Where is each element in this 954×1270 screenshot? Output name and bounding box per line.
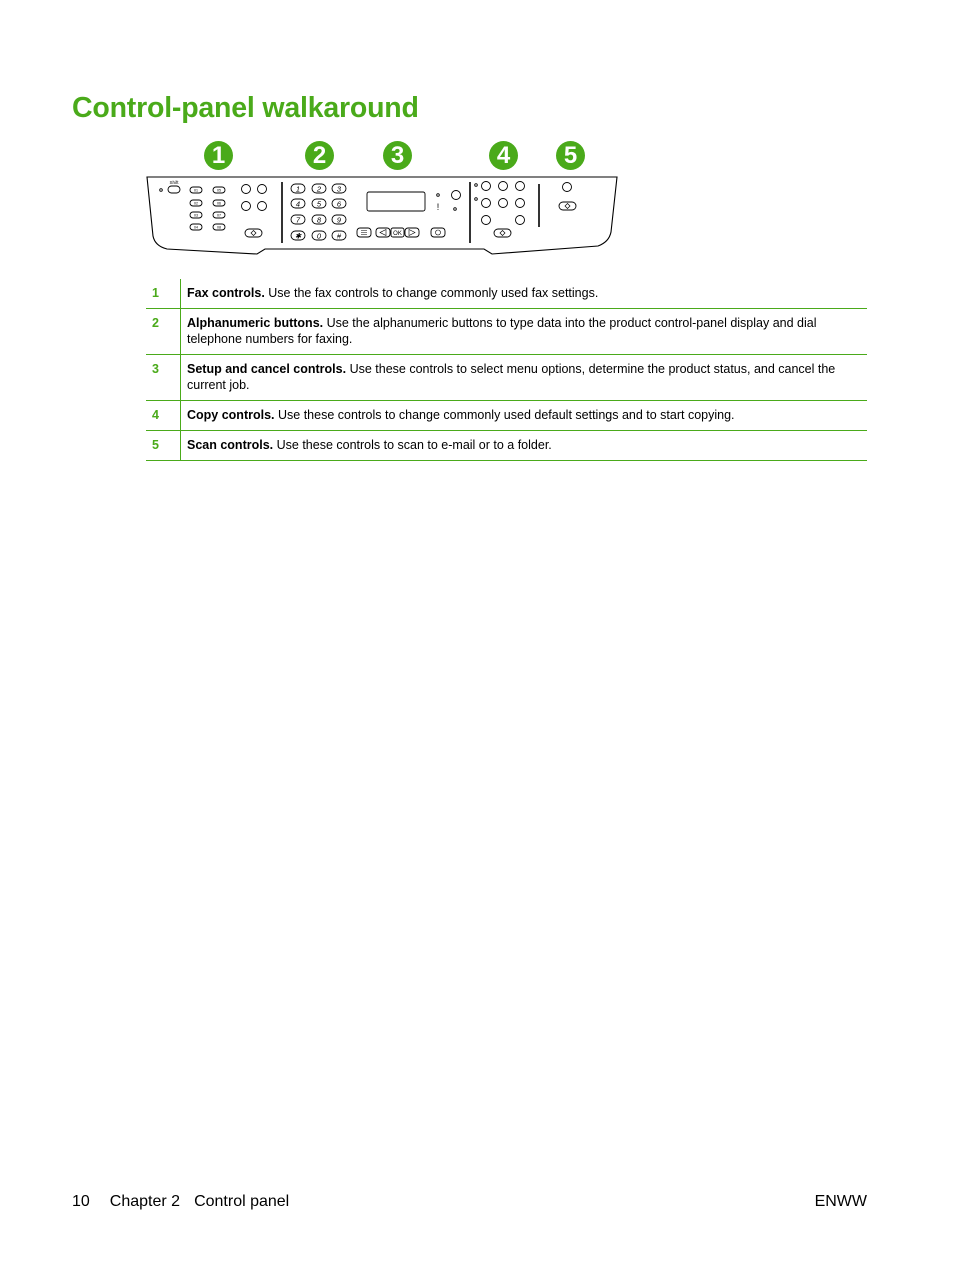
shift-button <box>168 186 180 193</box>
left-arrow-button <box>376 228 390 237</box>
callout-legend-table <box>146 279 867 461</box>
callout-5: 5 <box>556 141 585 170</box>
svg-text:6: 6 <box>336 199 342 209</box>
svg-text:03: 03 <box>194 213 198 218</box>
svg-text:1: 1 <box>295 184 301 194</box>
callout-3: 3 <box>383 141 412 170</box>
svg-text:OK: OK <box>393 231 402 237</box>
page-footer-left <box>72 1193 309 1211</box>
svg-text:9: 9 <box>336 215 342 225</box>
callout-4: 4 <box>489 141 518 170</box>
shift-led <box>160 189 163 192</box>
table-row <box>146 431 867 461</box>
svg-text:04: 04 <box>194 225 198 230</box>
svg-text:08: 08 <box>217 225 221 230</box>
right-arrow-button <box>405 228 419 237</box>
shift-label: Shift <box>169 180 179 185</box>
svg-text:05: 05 <box>217 188 221 193</box>
row-description: Copy controls. Use these controls to change commonly used default settings and to start copying. <box>187 408 735 422</box>
svg-text:01: 01 <box>194 188 198 193</box>
svg-text:7: 7 <box>295 215 301 225</box>
fax-controls-group <box>160 180 267 237</box>
chapter-label: Chapter 2 <box>109 1193 181 1210</box>
svg-text:8: 8 <box>316 215 322 225</box>
svg-text:2: 2 <box>316 184 322 194</box>
row-description: Setup and cancel controls. Use these controls to select menu options, determine the product status, and cancel the current job. <box>187 362 836 392</box>
table-row <box>146 279 867 309</box>
callout-2: 2 <box>305 141 334 170</box>
row-description: Scan controls. Use these controls to scan to e-mail or to a folder. <box>187 438 552 452</box>
row-number: 1 <box>146 279 181 309</box>
svg-text:0: 0 <box>316 231 322 241</box>
alphanumeric-keypad <box>291 184 346 241</box>
speed-dial-buttons <box>190 187 225 230</box>
svg-text:3: 3 <box>336 184 342 194</box>
svg-text:✱: ✱ <box>294 231 302 241</box>
svg-text:06: 06 <box>217 201 221 206</box>
svg-text:5: 5 <box>316 199 322 209</box>
cancel-button <box>431 228 445 237</box>
svg-text:#: # <box>336 231 342 241</box>
control-panel-illustration <box>143 170 621 260</box>
page-number: 10 <box>72 1193 90 1210</box>
svg-text:07: 07 <box>217 213 221 218</box>
page-title: Control-panel walkaround <box>72 92 419 124</box>
callout-markers <box>0 0 954 180</box>
row-number: 5 <box>146 431 181 461</box>
svg-text:4: 4 <box>295 199 301 209</box>
setup-cancel-controls <box>357 191 461 238</box>
row-description: Fax controls. Use the fax controls to change commonly used fax settings. <box>187 286 599 300</box>
callout-1: 1 <box>204 141 233 170</box>
copy-controls-group <box>475 182 525 238</box>
scan-controls-group <box>559 183 576 211</box>
row-description: Alphanumeric buttons. Use the alphanumeric buttons to type data into the product control-panel display and dial telephone numbers for faxing. <box>187 316 817 346</box>
page-footer-right: ENWW <box>814 1193 867 1210</box>
speed-dial-labels <box>194 188 221 229</box>
row-number: 2 <box>146 309 181 355</box>
table-row <box>146 309 867 355</box>
table-row <box>146 355 867 401</box>
row-number: 4 <box>146 401 181 431</box>
attention-icon: ! <box>436 202 440 212</box>
panel-display <box>367 192 425 211</box>
table-row <box>146 401 867 431</box>
section-label: Control panel <box>194 1193 290 1210</box>
svg-text:02: 02 <box>194 201 198 206</box>
row-number: 3 <box>146 355 181 401</box>
